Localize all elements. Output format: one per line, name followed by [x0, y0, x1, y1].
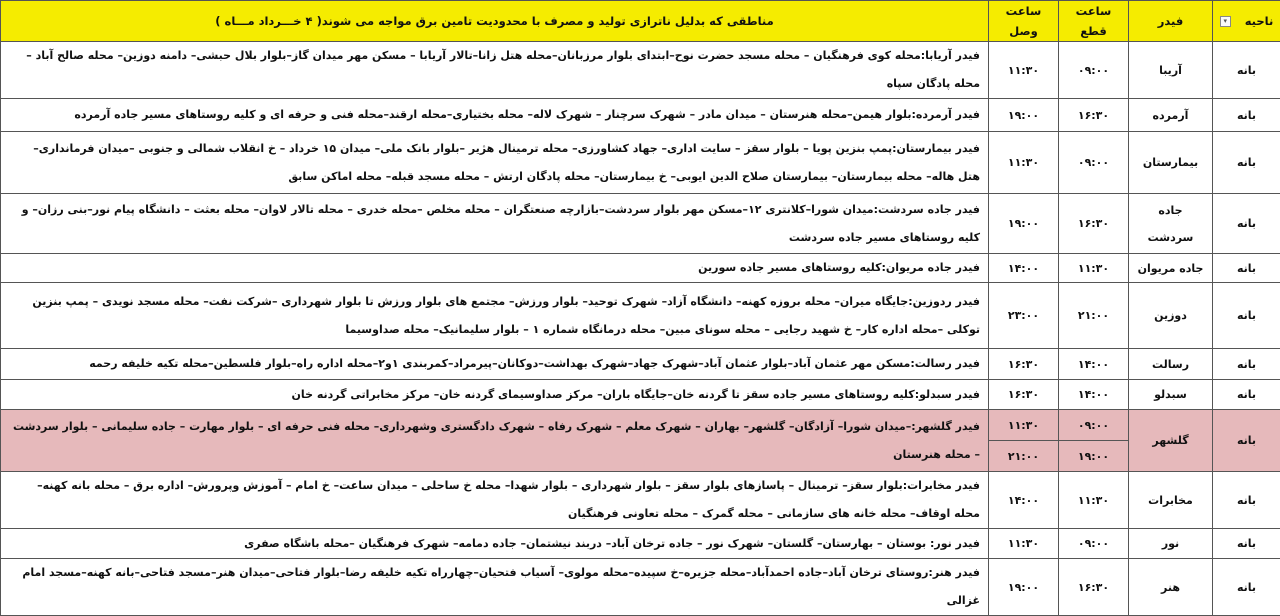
areas-cell: فیدر نور: بوستان – بهارستان– گلستان– شهرک نور – جاده ترخان آباد– دربند نیشتمان– جاده دمامه– شهرک فرهنگیان –محله باشگاه صفری — [1, 529, 989, 559]
region-cell: بانه — [1213, 42, 1280, 99]
table-row — [1, 472, 1280, 529]
feeder-cell: هنر — [1129, 559, 1213, 616]
feeder-cell: رسالت — [1129, 349, 1213, 380]
feeder-cell: آرمرده — [1129, 99, 1213, 132]
areas-cell: فیدر جاده مریوان:کلیه روستاهای مسیر جاده سورین — [1, 254, 989, 283]
region-cell: بانه — [1213, 529, 1280, 559]
cut-time-cell: ۱۶:۳۰ — [1059, 99, 1129, 132]
feeder-cell: دوزین — [1129, 283, 1213, 349]
region-cell: بانه — [1213, 472, 1280, 529]
feeder-cell: سبدلو — [1129, 380, 1213, 410]
areas-cell: فیدر جاده سردشت:میدان شورا–کلانتری ۱۲–مسکن مهر بلوار سردشت–بازارچه صنعتگران – محله مخلص –محله خدری – محله تالار لاوان– محله بعثت – دانشگاه پیام نور–بنی رزان– و کلیه روستاهای مسیر جاده سردشت — [1, 194, 989, 254]
feeder-cell: بیمارستان — [1129, 132, 1213, 194]
table-row — [1, 99, 1280, 132]
region-cell: بانه — [1213, 349, 1280, 380]
cut-time-cell: ۱۱:۳۰ — [1059, 472, 1129, 529]
table-row — [1, 529, 1280, 559]
table-row — [1, 349, 1280, 380]
cut-time-cell: ۰۹:۰۰ — [1059, 410, 1129, 441]
header-connect-time: ساعت وصل — [989, 1, 1059, 42]
table-row — [1, 254, 1280, 283]
header-region-label: ناحیه — [1245, 14, 1274, 28]
connect-time-cell: ۱۶:۳۰ — [989, 349, 1059, 380]
connect-time-cell: ۱۴:۰۰ — [989, 254, 1059, 283]
connect-time-cell: ۲۱:۰۰ — [989, 441, 1059, 472]
region-cell: بانه — [1213, 99, 1280, 132]
areas-cell: فیدر گلشهر:–میدان شورا– آزادگان– گلشهر– بهاران – شهرک معلم – شهرک رفاه – شهرک دادگستری وشهرداری– محله فنی حرفه ای – بلوار مهارت – جاده سلیمانی – بلوار سردشت – محله هنرستان — [1, 410, 989, 472]
table-row — [1, 559, 1280, 616]
header-region — [1213, 1, 1280, 42]
connect-time-cell: ۱۱:۳۰ — [989, 410, 1059, 441]
table-body — [1, 42, 1280, 616]
cut-time-cell: ۱۴:۰۰ — [1059, 349, 1129, 380]
areas-cell: فیدر سبدلو:کلیه روستاهای مسیر جاده سقز تا گردنه خان–جایگاه باران– مرکز صداوسیمای گردنه خان– مرکز مخابراتی گردنه خان — [1, 380, 989, 410]
cut-time-cell: ۱۹:۰۰ — [1059, 441, 1129, 472]
region-cell: بانه — [1213, 410, 1280, 472]
feeder-cell: جاده مریوان — [1129, 254, 1213, 283]
table-row — [1, 194, 1280, 254]
header-areas: مناطقی که بدلیل ناترازی تولید و مصرف با محدودیت تامین برق مواجه می شوند( ۴ خـــرداد مـــاه ) — [1, 1, 989, 42]
header-row — [1, 1, 1280, 42]
header-cut-time: ساعت قطع — [1059, 1, 1129, 42]
connect-time-cell: ۱۹:۰۰ — [989, 559, 1059, 616]
table-row — [1, 380, 1280, 410]
connect-time-cell: ۱۶:۳۰ — [989, 380, 1059, 410]
header-feeder: فیدر — [1129, 1, 1213, 42]
region-cell: بانه — [1213, 283, 1280, 349]
connect-time-cell: ۲۳:۰۰ — [989, 283, 1059, 349]
cut-time-cell: ۰۹:۰۰ — [1059, 132, 1129, 194]
areas-cell: فیدر هنر:روستای ترخان آباد–جاده احمدآباد–محله جزیره–خ سپیده–محله مولوی– آسیاب فتحیان–چهارراه تکیه خلیفه رضا–بلوار فتاحی–میدان هنر–مسجد فتاحی–بانه کهنه–مسجد امام غزالی — [1, 559, 989, 616]
cut-time-cell: ۱۶:۳۰ — [1059, 194, 1129, 254]
connect-time-cell: ۱۴:۰۰ — [989, 472, 1059, 529]
cut-time-cell: ۱۴:۰۰ — [1059, 380, 1129, 410]
region-cell: بانه — [1213, 380, 1280, 410]
filter-dropdown-icon[interactable]: ▾ — [1220, 16, 1231, 27]
cut-time-cell: ۱۶:۳۰ — [1059, 559, 1129, 616]
feeder-cell: جاده سردشت — [1129, 194, 1213, 254]
areas-cell: فیدر آریابا:محله کوی فرهنگیان – محله مسجد حضرت نوح–ابتدای بلوار مرزبانان–محله هتل زانا–تالار آریابا – مسکن مهر میدان گاز–بلوار بلال حبشی– دامنه دوزین– محله صالح آباد – محله پادگان سپاه — [1, 42, 989, 99]
connect-time-cell: ۱۹:۰۰ — [989, 99, 1059, 132]
areas-cell: فیدر مخابرات:بلوار سقز– ترمینال – پاسازهای بلوار سقز – بلوار شهرداری – بلوار شهدا– محله خ ساحلی – میدان ساعت– خ امام – آموزش وپرورش– اداره برق – محله بانه کهنه– محله اوقاف– محله خانه های سازمانی – محله گمرک – محله تعاونی فرهنگیان — [1, 472, 989, 529]
connect-time-cell: ۱۹:۰۰ — [989, 194, 1059, 254]
feeder-cell: گلشهر — [1129, 410, 1213, 472]
feeder-cell: آریبا — [1129, 42, 1213, 99]
areas-cell: فیدر آرمرده:بلوار هیمن–محله هنرستان – میدان مادر – شهرک سرچنار – شهرک لاله– محله بختیاری–محله ارقند–محله فنی و حرفه ای و کلیه روستاهای مسیر جاده آرمرده — [1, 99, 989, 132]
region-cell: بانه — [1213, 132, 1280, 194]
cut-time-cell: ۰۹:۰۰ — [1059, 529, 1129, 559]
feeder-cell: مخابرات — [1129, 472, 1213, 529]
connect-time-cell: ۱۱:۳۰ — [989, 529, 1059, 559]
cut-time-cell: ۰۹:۰۰ — [1059, 42, 1129, 99]
region-cell: بانه — [1213, 254, 1280, 283]
table-row — [1, 283, 1280, 349]
areas-cell: فیدر ردوزین:جایگاه میران– محله بروزه کهنه– دانشگاه آزاد– شهرک توحید– بلوار ورزش– مجتمع های بلوار ورزش تا بلوار شهرداری –شرکت نفت– محله مسجد نویدی – پمپ بنزین توکلی –محله اداره کار– خ شهید رجایی – محله سونای مبین– محله درمانگاه شماره ۱ – بلوار سلیمانیک– محله صداوسیما — [1, 283, 989, 349]
cut-time-cell: ۱۱:۳۰ — [1059, 254, 1129, 283]
connect-time-cell: ۱۱:۳۰ — [989, 42, 1059, 99]
table-row — [1, 132, 1280, 194]
table-row — [1, 42, 1280, 99]
areas-cell: فیدر رسالت:مسکن مهر عثمان آباد–بلوار عثمان آباد–شهرک جهاد–شهرک بهداشت–دوکانان–پیرمراد–کمربندی ۱و۲–محله اداره راه–بلوار فلسطین–محله تکیه خلیفه رحمه — [1, 349, 989, 380]
connect-time-cell: ۱۱:۳۰ — [989, 132, 1059, 194]
table-row — [1, 410, 1280, 441]
feeder-cell: نور — [1129, 529, 1213, 559]
region-cell: بانه — [1213, 559, 1280, 616]
areas-cell: فیدر بیمارستان:پمپ بنزین پویا – بلوار سقز – سایت اداری– جهاد کشاورزی– محله ترمینال هژیر –بلوار بانک ملی– میدان ۱۵ خرداد – خ انقلاب شمالی و جنوبی –میدان فرمانداری– هتل هاله– محله بیمارستان– بیمارستان صلاح الدین ایوبی– خ بیمارستان– محله پادگان ارتش – محله مسجد قبله– محله اماکن سابق — [1, 132, 989, 194]
region-cell: بانه — [1213, 194, 1280, 254]
cut-time-cell: ۲۱:۰۰ — [1059, 283, 1129, 349]
